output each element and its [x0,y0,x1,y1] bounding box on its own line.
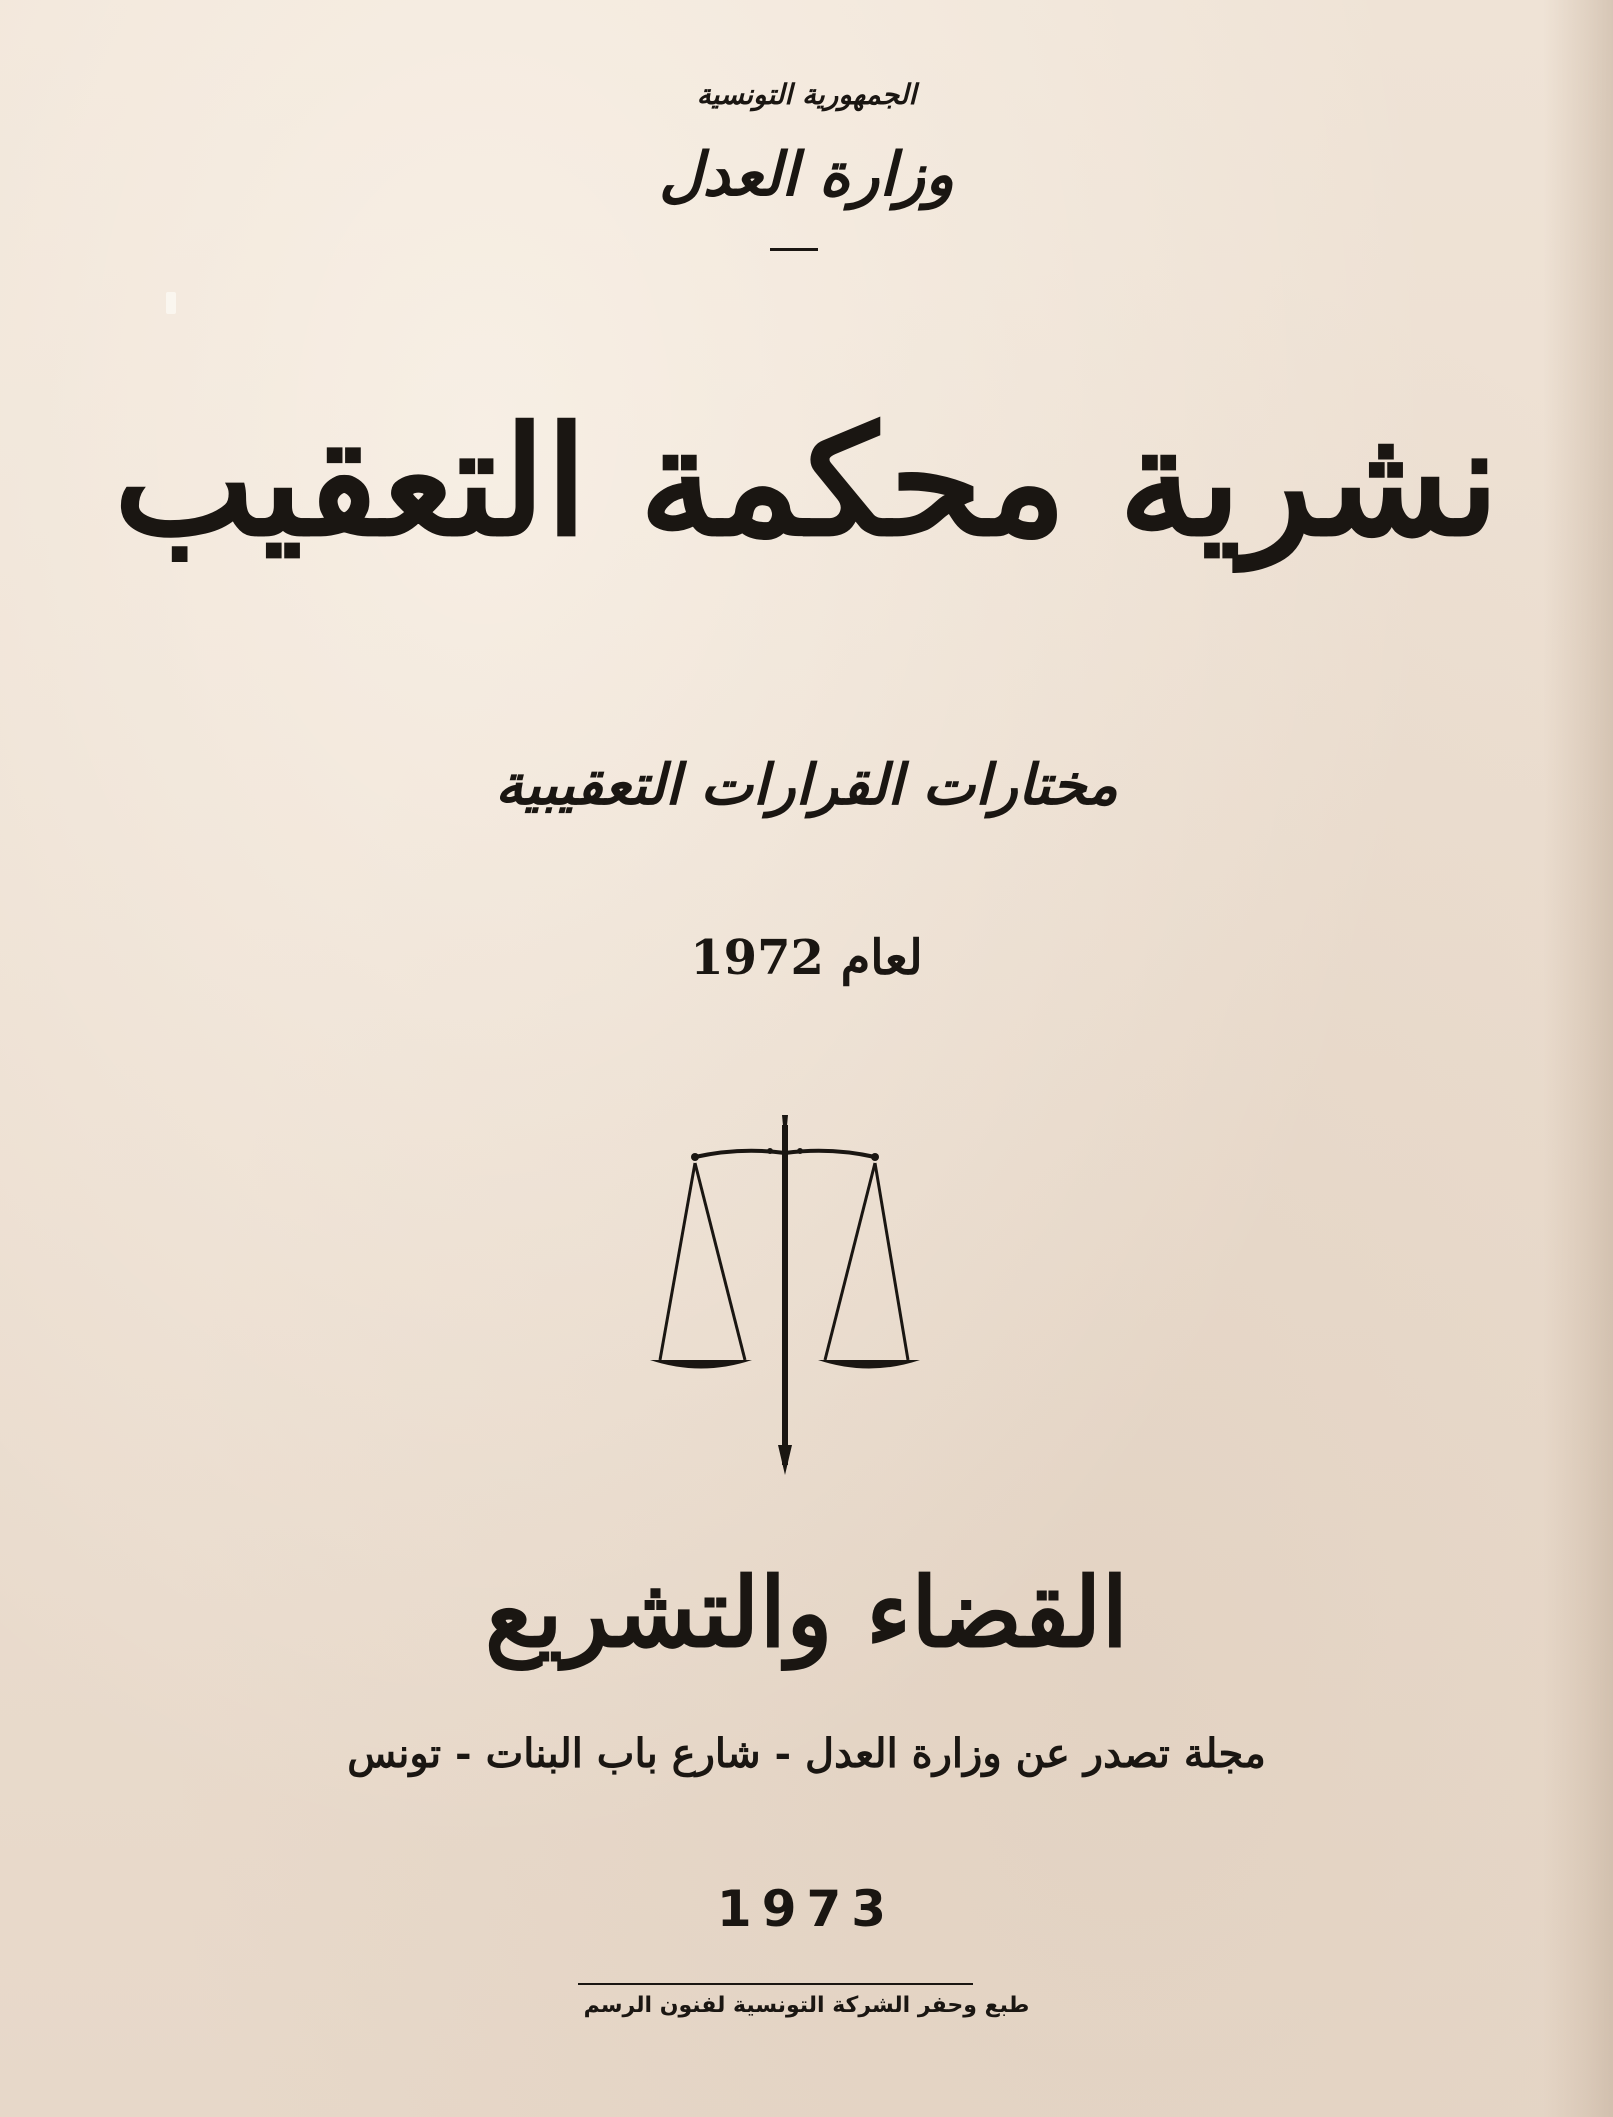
journal-title: القضاء والتشريع [484,1556,1129,1669]
printer-credit: طبع وحفر الشركة التونسية لفنون الرسم [583,1993,1030,2018]
publisher-line: مجلة تصدر عن وزارة العدل - شارع باب البنات - تونس [347,1730,1266,1777]
ministry-heading: وزارة العدل [659,140,954,210]
printer-divider [578,1983,973,1985]
scales-of-justice-icon [650,1115,920,1475]
ministry-underline [770,248,818,251]
republic-heading: الجمهورية التونسية [696,78,917,111]
paper-speck [166,292,176,314]
bulletin-subtitle: مختارات القرارات التعقيبية [495,752,1118,818]
year-label: لعام 1972 [690,930,923,986]
scan-edge-shadow [1543,0,1613,2117]
publication-year: 1973 [716,1880,897,1938]
bulletin-title: نشرية محكمة التعقيب [113,394,1500,570]
